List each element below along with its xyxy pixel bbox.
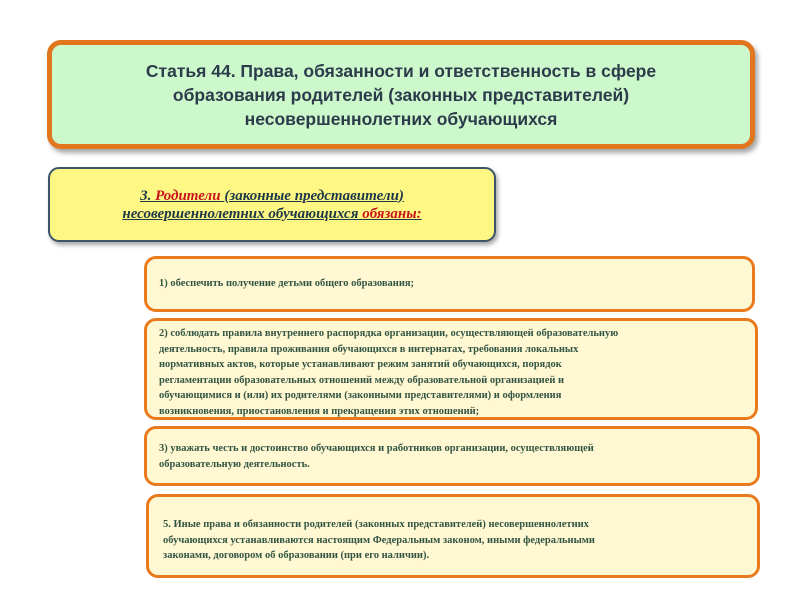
article-title-line-2: образования родителей (законных представителей) xyxy=(172,84,630,105)
item-2-line-4: регламентации образовательных отношений между образовательной организацией и xyxy=(159,374,565,386)
item-2-line-5: обучающимися и (или) их родителями (законными представителями) и оформления xyxy=(159,390,562,401)
item-2-line-3: нормативных актов, которые устанавливают режим занятий обучающихся, порядок xyxy=(159,359,562,370)
item-2-line-6: возникновения, приостановления и прекращения этих отношений; xyxy=(159,405,480,417)
item-2-line-2: деятельность, правила проживания обучающихся в интернатах, требования локальных xyxy=(159,343,579,355)
heading-representatives: (законные представители) xyxy=(224,187,404,204)
item-5-line-1: 5. Иные права и обязанности родителей (законных представителей) несовершеннолетних xyxy=(163,519,589,530)
obligation-item-1 xyxy=(144,256,755,312)
other-rights-item-5 xyxy=(146,494,760,578)
parents-obligations-heading xyxy=(48,167,496,242)
heading-obliged-word: обязаны: xyxy=(362,205,422,222)
obligation-item-2 xyxy=(144,318,758,420)
item-3-line-2: образовательную деятельность. xyxy=(159,458,310,470)
item-3-line-1: 3) уважать честь и достоинство обучающихся и работников организации, осуществляющей xyxy=(159,443,594,454)
heading-minors: несовершеннолетних обучающихся xyxy=(122,205,359,222)
heading-line-2 xyxy=(122,205,421,223)
article-title-box xyxy=(47,40,755,149)
article-title-line-1: Статья 44. Права, обязанности и ответственность в сфере xyxy=(145,60,657,81)
heading-parents-word: Родители xyxy=(155,187,221,204)
item-2-line-1: 2) соблюдать правила внутреннего распорядка организации, осуществляющей образовательную xyxy=(159,328,619,339)
item-5-line-3: законами, договором об образовании (при его наличии). xyxy=(163,550,430,561)
heading-line-1 xyxy=(140,187,404,205)
item-5-line-2: обучающихся устанавливаются настоящим Федеральным законом, иными федеральными xyxy=(163,534,595,546)
item-1-line-1: 1) обеспечить получение детьми общего образования; xyxy=(159,278,415,289)
heading-number: 3. xyxy=(140,187,152,204)
obligation-item-3 xyxy=(144,426,760,486)
article-title-line-3: несовершеннолетних обучающихся xyxy=(244,108,558,129)
